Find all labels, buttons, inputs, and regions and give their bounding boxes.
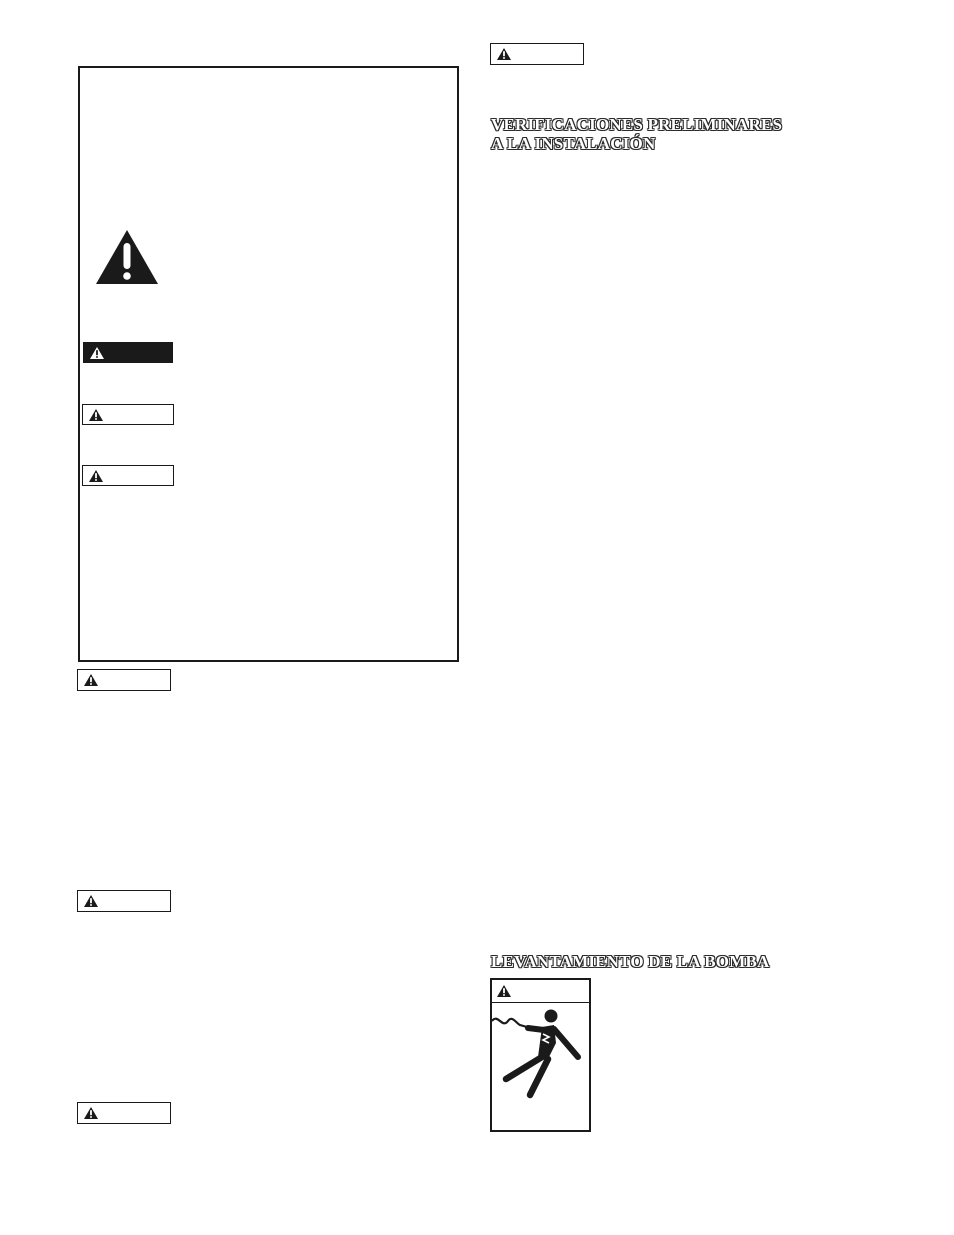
heading-line-1: VERIFICACIONES PRELIMINARES: [491, 115, 783, 134]
exclamation-triangle-icon: [84, 1107, 98, 1119]
warning-tag-left-2: [77, 890, 171, 912]
electric-shock-hazard-panel: [490, 978, 591, 1132]
caution-signal-tag: [82, 465, 174, 486]
preliminary-checks-heading: [491, 115, 911, 153]
electric-shock-hazard-icon: [492, 1003, 589, 1131]
exclamation-triangle-icon: [89, 470, 103, 482]
warning-tag-right-top: [490, 43, 584, 65]
heading-line-2: A LA INSTALACIÓN: [491, 134, 656, 153]
exclamation-triangle-icon: [84, 674, 98, 686]
hazard-panel-tag: [492, 980, 589, 1003]
warning-signal-tag: [82, 404, 174, 425]
exclamation-triangle-icon: [497, 985, 511, 997]
exclamation-triangle-icon: [90, 347, 104, 359]
warning-tag-left-3: [77, 1102, 171, 1124]
pump-lifting-heading: LEVANTAMIENTO DE LA BOMBA: [491, 952, 770, 971]
exclamation-triangle-icon: [497, 48, 511, 60]
exclamation-triangle-icon: [84, 895, 98, 907]
danger-signal-tag: [83, 342, 173, 363]
large-safety-alert-icon: [96, 230, 158, 284]
warning-tag-left-1: [77, 669, 171, 691]
exclamation-triangle-icon: [89, 409, 103, 421]
safety-information-box: [78, 66, 459, 662]
